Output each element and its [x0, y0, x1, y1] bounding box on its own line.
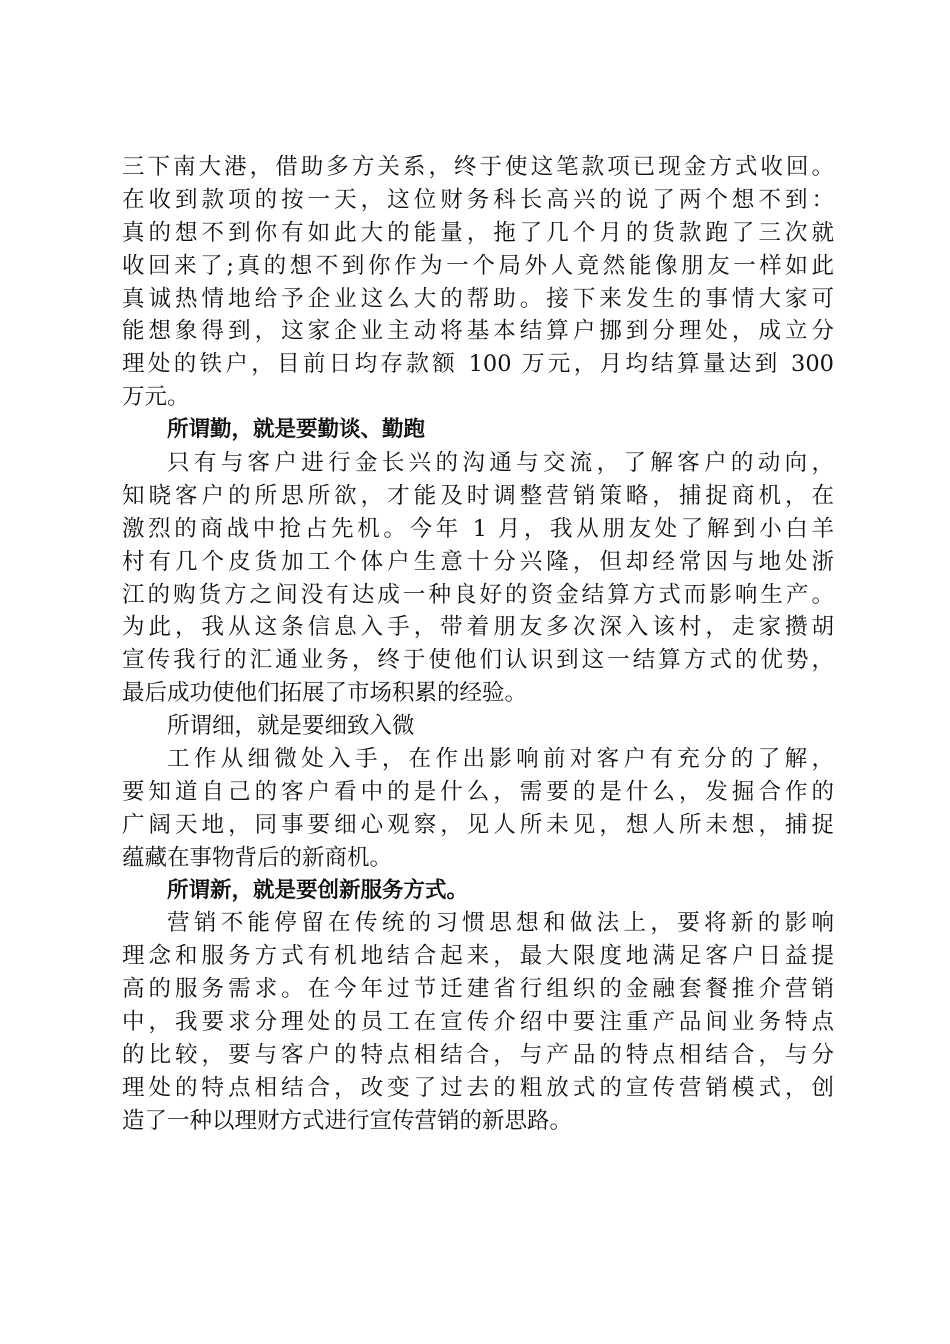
paragraph-line: 收回来了;真的想不到你作为一个局外人竟然能像朋友一样如此	[122, 252, 834, 279]
section-heading-innovation: 所谓新，就是要创新服务方式。	[167, 877, 469, 903]
paragraph-line: 的比较，要与客户的特点相结合，与产品的特点相结合，与分	[122, 1042, 834, 1069]
section-heading-diligence: 所谓勤，就是要勤谈、勤跑	[167, 417, 426, 443]
paragraph-line: 三下南大港，借助多方关系，终于使这笔款项已现金方式收回。	[122, 154, 834, 180]
section-heading-detail: 所谓细，就是要细致入微	[167, 713, 415, 740]
paragraph-line: 造了一种以理财方式进行宣传营销的新思路。	[122, 1107, 573, 1134]
paragraph-line: 理念和服务方式有机地结合起来，最大限度地满足客户日益提	[122, 943, 834, 970]
paragraph-line: 能想象得到，这家企业主动将基本结算户挪到分理处，成立分	[122, 318, 834, 345]
paragraph-line: 真的想不到你有如此大的能量，拖了几个月的货款跑了三次就	[122, 219, 834, 246]
paragraph-line: 理处的铁户，目前日均存款额 100 万元，月均结算量达到 300	[122, 351, 834, 378]
paragraph-line: 理处的特点相结合，改变了过去的粗放式的宣传营销模式，创	[122, 1074, 834, 1101]
paragraph-3	[122, 743, 834, 875]
paragraph-line: 营销不能停留在传统的习惯思想和做法上，要将新的影响	[167, 910, 834, 937]
paragraph-line: 工作从细微处入手，在作出影响前对客户有充分的了解，	[167, 746, 834, 773]
paragraph-line: 只有与客户进行金长兴的沟通与交流，了解客户的动向，	[167, 450, 834, 477]
paragraph-line: 万元。	[122, 384, 190, 411]
paragraph-1	[122, 151, 834, 414]
paragraph-line: 高的服务需求。在今年过节迁建省行组织的金融套餐推介营销	[122, 976, 834, 1003]
paragraph-line: 在收到款项的按一天，这位财务科长高兴的说了两个想不到：	[122, 186, 834, 213]
paragraph-line: 要知道自己的客户看中的是什么，需要的是什么，发掘合作的	[122, 778, 834, 805]
paragraph-line: 蕴藏在事物背后的新商机。	[122, 844, 393, 871]
paragraph-line: 激烈的商战中抢占先机。今年 1 月，我从朋友处了解到小白羊	[122, 515, 834, 542]
paragraph-line: 最后成功使他们拓展了市场积累的经验。	[122, 680, 528, 707]
paragraph-line: 宣传我行的汇通业务，终于使他们认识到这一结算方式的优势，	[122, 647, 834, 674]
paragraph-line: 广阔天地，同事要细心观察，见人所未见，想人所未想，捕捉	[122, 811, 834, 838]
paragraph-line: 真诚热情地给予企业这么大的帮助。接下来发生的事情大家可	[122, 285, 834, 312]
paragraph-line: 中，我要求分理处的员工在宣传介绍中要注重产品间业务特点	[122, 1009, 834, 1036]
paragraph-2	[122, 447, 834, 710]
paragraph-line: 为此，我从这条信息入手，带着朋友多次深入该村，走家攒胡	[122, 614, 834, 641]
paragraph-line: 知晓客户的所思所欲，才能及时调整营销策略，捕捉商机，在	[122, 482, 834, 509]
paragraph-line: 江的购货方之间没有达成一种良好的资金结算方式而影响生产。	[122, 581, 834, 608]
paragraph-4	[122, 907, 834, 1137]
paragraph-line: 村有几个皮货加工个体户生意十分兴隆，但却经常因与地处浙	[122, 548, 834, 575]
document-body	[122, 151, 834, 1138]
